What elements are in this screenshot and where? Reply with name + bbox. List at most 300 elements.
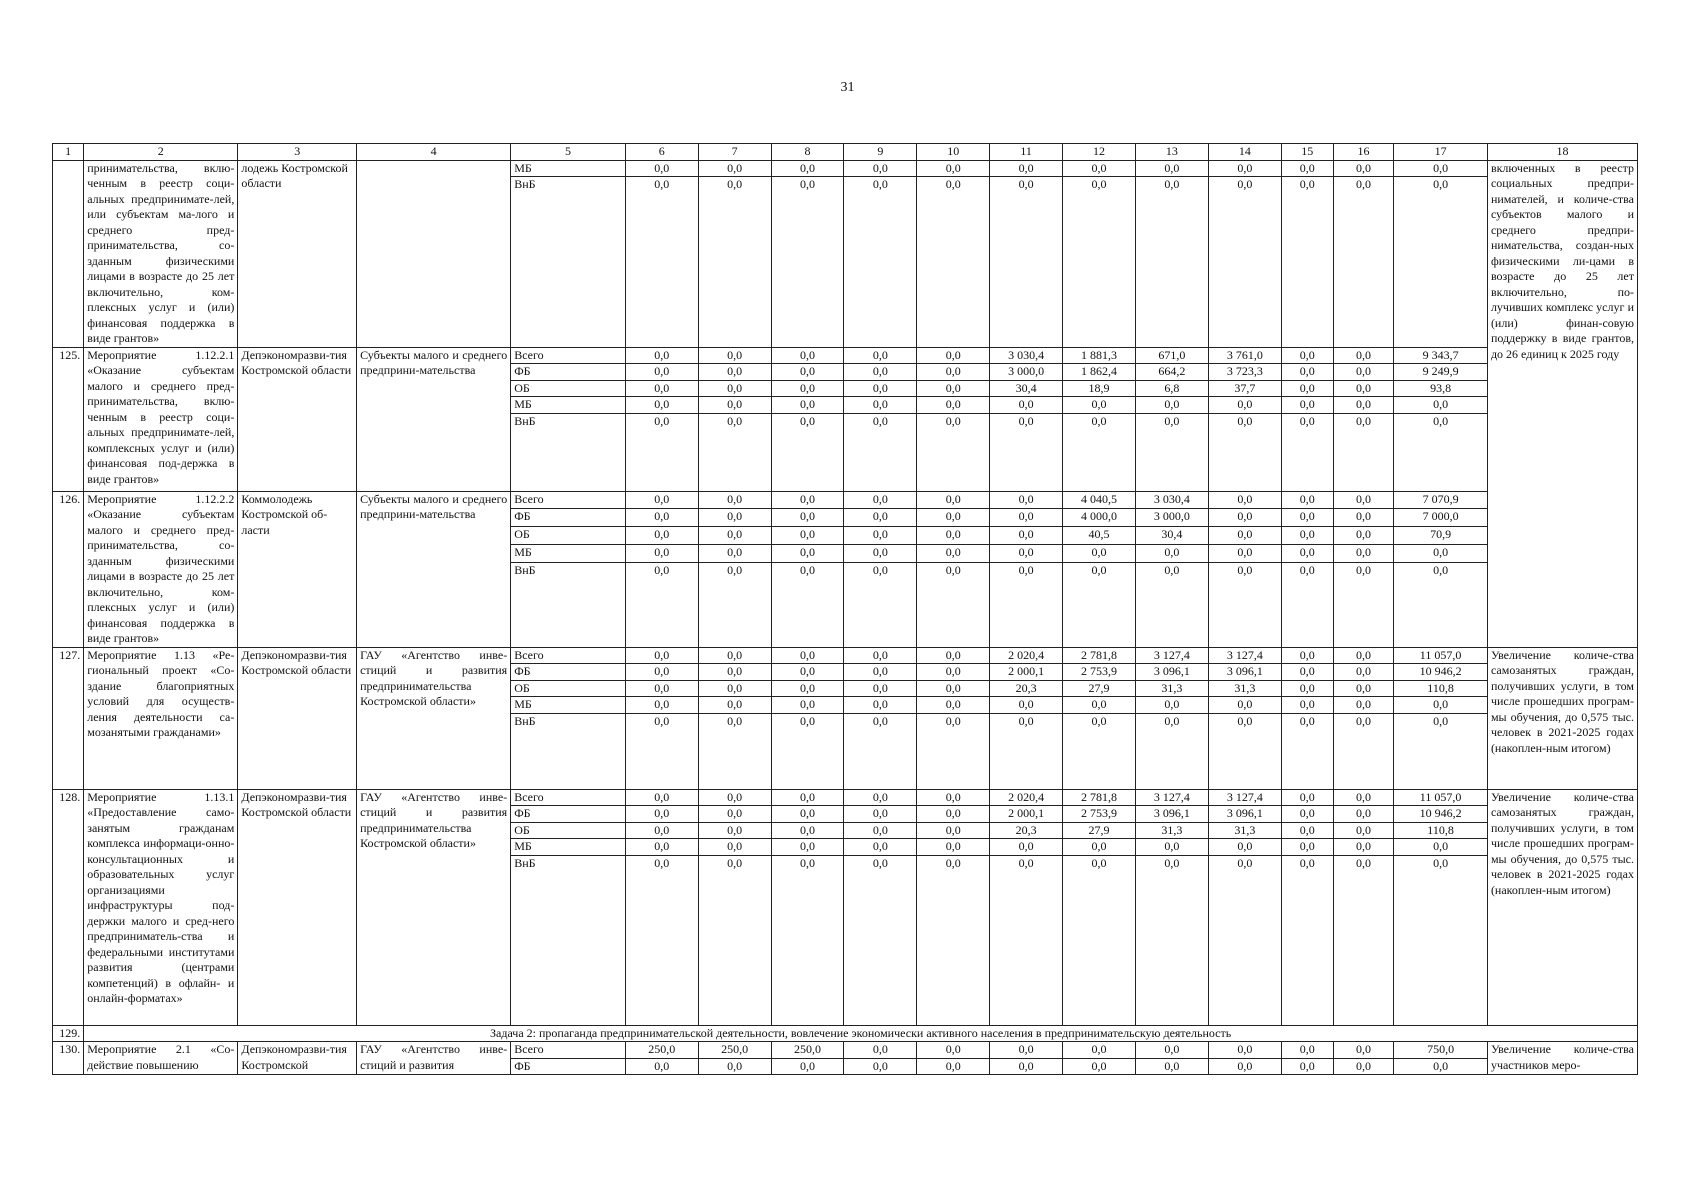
value-cell: 0,0 xyxy=(1063,545,1136,563)
value-cell: 0,0 xyxy=(917,697,990,714)
value-cell: 0,0 xyxy=(1208,855,1281,1025)
source-cell: МБ xyxy=(511,697,626,714)
value-cell: 7 000,0 xyxy=(1394,509,1488,527)
value-cell: 0,0 xyxy=(990,397,1063,414)
value-cell: 0,0 xyxy=(844,160,917,177)
value-cell: 0,0 xyxy=(1281,822,1333,839)
measure-name-cell: Мероприятие 1.12.2.1 «Оказание субъектам малого и среднего пред-принимательства, вклю-ченным в реестр соци-альных предпринимате-лей, комплексных услуг и (или) финансовая под-держка в виде грантов» xyxy=(84,347,238,491)
value-cell: 0,0 xyxy=(698,697,771,714)
value-cell: 0,0 xyxy=(1281,364,1333,381)
value-cell: 0,0 xyxy=(771,822,844,839)
value-cell: 0,0 xyxy=(917,839,990,856)
column-header: 16 xyxy=(1333,144,1393,161)
value-cell: 0,0 xyxy=(844,647,917,664)
value-cell: 2 753,9 xyxy=(1063,806,1136,823)
value-cell: 0,0 xyxy=(1281,380,1333,397)
value-cell: 0,0 xyxy=(917,413,990,491)
value-cell: 0,0 xyxy=(1394,855,1488,1025)
column-header: 3 xyxy=(238,144,357,161)
row-number-cell: 126. xyxy=(53,491,84,647)
value-cell: 0,0 xyxy=(844,527,917,545)
value-cell: 0,0 xyxy=(698,380,771,397)
value-cell: 0,0 xyxy=(1281,806,1333,823)
value-cell: 0,0 xyxy=(1394,177,1488,347)
value-cell: 0,0 xyxy=(1394,545,1488,563)
row-number-cell: 128. xyxy=(53,789,84,1025)
value-cell: 0,0 xyxy=(1333,364,1393,381)
value-cell: 3 127,4 xyxy=(1208,789,1281,806)
value-cell: 0,0 xyxy=(1135,1058,1208,1075)
value-cell: 0,0 xyxy=(844,347,917,364)
value-cell: 0,0 xyxy=(844,545,917,563)
value-cell: 0,0 xyxy=(1208,1042,1281,1059)
value-cell: 0,0 xyxy=(844,563,917,648)
value-cell: 0,0 xyxy=(1281,563,1333,648)
responsible-cell: Депэкономразви-тия Костромской области xyxy=(238,789,357,1025)
value-cell: 0,0 xyxy=(698,789,771,806)
value-cell: 0,0 xyxy=(844,1058,917,1075)
value-cell: 93,8 xyxy=(1394,380,1488,397)
value-cell: 0,0 xyxy=(1281,1042,1333,1059)
value-cell: 110,8 xyxy=(1394,680,1488,697)
value-cell: 0,0 xyxy=(771,545,844,563)
responsible-cell: Депэкономразви-тия Костромской xyxy=(238,1042,357,1075)
source-cell: ВнБ xyxy=(511,713,626,789)
value-cell: 0,0 xyxy=(625,527,698,545)
value-cell: 0,0 xyxy=(1135,713,1208,789)
value-cell: 3 096,1 xyxy=(1208,664,1281,681)
value-cell: 0,0 xyxy=(1333,806,1393,823)
value-cell: 31,3 xyxy=(1208,822,1281,839)
responsible-cell: Депэкономразви-тия Костромской области xyxy=(238,347,357,491)
value-cell: 664,2 xyxy=(1135,364,1208,381)
value-cell: 3 723,3 xyxy=(1208,364,1281,381)
value-cell: 0,0 xyxy=(1394,1058,1488,1075)
value-cell: 0,0 xyxy=(698,545,771,563)
value-cell: 0,0 xyxy=(1333,563,1393,648)
column-header: 1 xyxy=(53,144,84,161)
value-cell: 0,0 xyxy=(698,713,771,789)
value-cell: 0,0 xyxy=(990,413,1063,491)
row-number-cell: 130. xyxy=(53,1042,84,1075)
value-cell: 0,0 xyxy=(698,839,771,856)
value-cell: 0,0 xyxy=(1394,697,1488,714)
responsible-cell: лодежь Костромской области xyxy=(238,160,357,347)
source-cell: МБ xyxy=(511,839,626,856)
value-cell: 0,0 xyxy=(917,855,990,1025)
column-header: 18 xyxy=(1487,144,1637,161)
value-cell: 0,0 xyxy=(1208,839,1281,856)
value-cell: 0,0 xyxy=(771,563,844,648)
value-cell: 3 761,0 xyxy=(1208,347,1281,364)
source-cell: ВнБ xyxy=(511,563,626,648)
value-cell: 0,0 xyxy=(1333,839,1393,856)
value-cell: 30,4 xyxy=(990,380,1063,397)
value-cell: 0,0 xyxy=(990,697,1063,714)
value-cell: 0,0 xyxy=(844,364,917,381)
value-cell: 0,0 xyxy=(917,509,990,527)
value-cell: 0,0 xyxy=(1333,647,1393,664)
value-cell: 0,0 xyxy=(1063,697,1136,714)
value-cell: 0,0 xyxy=(844,806,917,823)
value-cell: 0,0 xyxy=(1333,664,1393,681)
value-cell: 0,0 xyxy=(917,563,990,648)
value-cell: 0,0 xyxy=(990,713,1063,789)
value-cell: 0,0 xyxy=(1281,680,1333,697)
task-row xyxy=(53,1025,1638,1042)
value-cell: 0,0 xyxy=(1135,397,1208,414)
value-cell: 0,0 xyxy=(1063,713,1136,789)
value-cell: 2 781,8 xyxy=(1063,789,1136,806)
value-cell: 0,0 xyxy=(1208,713,1281,789)
page-number: 31 xyxy=(840,80,855,95)
value-cell: 0,0 xyxy=(990,545,1063,563)
value-cell: 0,0 xyxy=(917,664,990,681)
value-cell: 0,0 xyxy=(625,855,698,1025)
value-cell: 0,0 xyxy=(844,380,917,397)
value-cell: 0,0 xyxy=(1063,177,1136,347)
value-cell: 0,0 xyxy=(771,680,844,697)
row-number-cell: 125. xyxy=(53,347,84,491)
source-cell: ФБ xyxy=(511,806,626,823)
value-cell: 0,0 xyxy=(1281,1058,1333,1075)
value-cell: 0,0 xyxy=(771,364,844,381)
value-cell: 0,0 xyxy=(698,855,771,1025)
value-cell: 0,0 xyxy=(1394,713,1488,789)
value-cell: 0,0 xyxy=(771,160,844,177)
value-cell: 250,0 xyxy=(771,1042,844,1059)
participants-cell: Субъекты малого и среднего предприни-мательства xyxy=(357,491,511,647)
value-cell: 0,0 xyxy=(844,397,917,414)
value-cell: 0,0 xyxy=(917,491,990,509)
value-cell: 250,0 xyxy=(625,1042,698,1059)
value-cell: 3 127,4 xyxy=(1135,789,1208,806)
value-cell: 0,0 xyxy=(917,364,990,381)
value-cell: 2 020,4 xyxy=(990,647,1063,664)
value-cell: 0,0 xyxy=(1063,397,1136,414)
source-cell: МБ xyxy=(511,160,626,177)
value-cell: 0,0 xyxy=(844,491,917,509)
value-cell: 0,0 xyxy=(844,713,917,789)
value-cell: 40,5 xyxy=(1063,527,1136,545)
value-cell: 0,0 xyxy=(990,1058,1063,1075)
value-cell: 0,0 xyxy=(1333,177,1393,347)
value-cell: 10 946,2 xyxy=(1394,664,1488,681)
value-cell: 0,0 xyxy=(990,839,1063,856)
value-cell: 0,0 xyxy=(771,789,844,806)
value-cell: 0,0 xyxy=(1333,713,1393,789)
value-cell: 4 000,0 xyxy=(1063,509,1136,527)
column-header: 9 xyxy=(844,144,917,161)
value-cell: 0,0 xyxy=(1333,509,1393,527)
measure-name-cell: Мероприятие 1.12.2.2 «Оказание субъектам малого и среднего пред-принимательства, со-зданным физическими лицами в возрасте до 25 лет включительно, ком-плексных услуг и (или) финансовая поддержка в виде грантов» xyxy=(84,491,238,647)
value-cell: 0,0 xyxy=(771,177,844,347)
value-cell: 0,0 xyxy=(625,647,698,664)
value-cell: 3 096,1 xyxy=(1135,664,1208,681)
value-cell: 2 000,1 xyxy=(990,806,1063,823)
value-cell: 0,0 xyxy=(771,855,844,1025)
value-cell: 0,0 xyxy=(917,822,990,839)
column-header: 12 xyxy=(1063,144,1136,161)
column-header: 4 xyxy=(357,144,511,161)
value-cell: 0,0 xyxy=(917,647,990,664)
source-cell: Всего xyxy=(511,347,626,364)
value-cell: 0,0 xyxy=(771,647,844,664)
value-cell: 3 127,4 xyxy=(1208,647,1281,664)
value-cell: 0,0 xyxy=(1063,1058,1136,1075)
value-cell: 0,0 xyxy=(1333,1058,1393,1075)
value-cell: 0,0 xyxy=(844,855,917,1025)
row-number-cell xyxy=(53,160,84,347)
value-cell: 0,0 xyxy=(698,680,771,697)
value-cell: 0,0 xyxy=(1063,563,1136,648)
value-cell: 0,0 xyxy=(698,527,771,545)
value-cell: 0,0 xyxy=(771,509,844,527)
value-cell: 0,0 xyxy=(625,822,698,839)
task-heading-cell: Задача 2: пропаганда предпринимательской деятельности, вовлечение экономически активного населения в предпринимательскую деятельность xyxy=(84,1025,1638,1042)
value-cell: 0,0 xyxy=(917,680,990,697)
source-cell: МБ xyxy=(511,545,626,563)
value-cell: 0,0 xyxy=(698,664,771,681)
value-cell: 37,7 xyxy=(1208,380,1281,397)
value-cell: 0,0 xyxy=(1208,563,1281,648)
value-cell: 0,0 xyxy=(1063,413,1136,491)
value-cell: 0,0 xyxy=(1281,160,1333,177)
participants-cell: ГАУ «Агентство инве-стиций и развития xyxy=(357,1042,511,1075)
value-cell: 0,0 xyxy=(1333,413,1393,491)
value-cell: 0,0 xyxy=(1333,380,1393,397)
table-row xyxy=(53,160,1638,177)
measure-name-cell: принимательства, вклю-ченным в реестр соци-альных предпринимате-лей, или субъектам ма-лого и среднего пред-принимательства, со-зданным физическими лицами в возрасте до 25 лет включительно, ком-плексных услуг и (или) финансовая поддержка в виде грантов» xyxy=(84,160,238,347)
value-cell: 0,0 xyxy=(771,380,844,397)
value-cell: 0,0 xyxy=(1281,713,1333,789)
value-cell: 3 030,4 xyxy=(1135,491,1208,509)
source-cell: Всего xyxy=(511,491,626,509)
value-cell: 27,9 xyxy=(1063,822,1136,839)
source-cell: ФБ xyxy=(511,364,626,381)
value-cell: 0,0 xyxy=(990,563,1063,648)
value-cell: 2 753,9 xyxy=(1063,664,1136,681)
value-cell: 0,0 xyxy=(771,397,844,414)
source-cell: ВнБ xyxy=(511,855,626,1025)
value-cell: 0,0 xyxy=(917,1042,990,1059)
value-cell: 0,0 xyxy=(1135,855,1208,1025)
value-cell: 0,0 xyxy=(771,347,844,364)
value-cell: 0,0 xyxy=(1394,563,1488,648)
value-cell: 0,0 xyxy=(1208,177,1281,347)
table-row xyxy=(53,789,1638,806)
value-cell: 0,0 xyxy=(625,397,698,414)
value-cell: 0,0 xyxy=(1208,160,1281,177)
value-cell: 0,0 xyxy=(1281,491,1333,509)
value-cell: 0,0 xyxy=(844,680,917,697)
value-cell: 0,0 xyxy=(1281,647,1333,664)
value-cell: 0,0 xyxy=(771,839,844,856)
value-cell: 0,0 xyxy=(1281,789,1333,806)
value-cell: 0,0 xyxy=(625,664,698,681)
value-cell: 0,0 xyxy=(917,1058,990,1075)
value-cell: 6,8 xyxy=(1135,380,1208,397)
value-cell: 0,0 xyxy=(1208,545,1281,563)
value-cell: 0,0 xyxy=(1333,527,1393,545)
value-cell: 0,0 xyxy=(625,839,698,856)
value-cell: 0,0 xyxy=(698,364,771,381)
value-cell: 0,0 xyxy=(1394,397,1488,414)
measure-name-cell: Мероприятие 1.13 «Ре-гиональный проект «Со-здание благоприятных условий для осуществ-ления деятельности са-мозанятыми гражданами» xyxy=(84,647,238,789)
value-cell: 4 040,5 xyxy=(1063,491,1136,509)
value-cell: 0,0 xyxy=(1281,545,1333,563)
value-cell: 0,0 xyxy=(917,380,990,397)
result-cell: Увеличение количе-ства участников меро- xyxy=(1487,1042,1637,1075)
value-cell: 0,0 xyxy=(771,491,844,509)
value-cell: 0,0 xyxy=(698,491,771,509)
value-cell: 0,0 xyxy=(1208,697,1281,714)
table-row xyxy=(53,347,1638,364)
value-cell: 0,0 xyxy=(698,563,771,648)
value-cell: 0,0 xyxy=(1208,397,1281,414)
value-cell: 0,0 xyxy=(1394,413,1488,491)
column-header: 14 xyxy=(1208,144,1281,161)
value-cell: 0,0 xyxy=(698,347,771,364)
value-cell: 3 030,4 xyxy=(990,347,1063,364)
value-cell: 3 000,0 xyxy=(1135,509,1208,527)
value-cell: 31,3 xyxy=(1135,680,1208,697)
value-cell: 0,0 xyxy=(771,413,844,491)
value-cell: 1 881,3 xyxy=(1063,347,1136,364)
value-cell: 0,0 xyxy=(625,545,698,563)
value-cell: 0,0 xyxy=(844,789,917,806)
value-cell: 0,0 xyxy=(1135,839,1208,856)
source-cell: ОБ xyxy=(511,380,626,397)
value-cell: 0,0 xyxy=(1333,789,1393,806)
value-cell: 0,0 xyxy=(917,545,990,563)
value-cell: 0,0 xyxy=(625,563,698,648)
value-cell: 0,0 xyxy=(844,1042,917,1059)
value-cell: 0,0 xyxy=(625,160,698,177)
value-cell: 0,0 xyxy=(844,413,917,491)
value-cell: 18,9 xyxy=(1063,380,1136,397)
value-cell: 0,0 xyxy=(625,789,698,806)
value-cell: 0,0 xyxy=(625,380,698,397)
value-cell: 0,0 xyxy=(1208,413,1281,491)
value-cell: 0,0 xyxy=(1333,1042,1393,1059)
value-cell: 0,0 xyxy=(844,839,917,856)
column-header: 2 xyxy=(84,144,238,161)
value-cell: 27,9 xyxy=(1063,680,1136,697)
value-cell: 0,0 xyxy=(844,664,917,681)
source-cell: ОБ xyxy=(511,527,626,545)
value-cell: 0,0 xyxy=(771,664,844,681)
value-cell: 0,0 xyxy=(1281,839,1333,856)
column-header: 17 xyxy=(1394,144,1488,161)
source-cell: Всего xyxy=(511,789,626,806)
value-cell: 0,0 xyxy=(1281,855,1333,1025)
value-cell: 0,0 xyxy=(625,364,698,381)
value-cell: 0,0 xyxy=(1333,855,1393,1025)
value-cell: 0,0 xyxy=(990,855,1063,1025)
value-cell: 0,0 xyxy=(1208,1058,1281,1075)
value-cell: 0,0 xyxy=(1333,822,1393,839)
value-cell: 20,3 xyxy=(990,680,1063,697)
row-number-cell: 129. xyxy=(53,1025,84,1042)
source-cell: Всего xyxy=(511,647,626,664)
result-cell: Увеличение количе-ства самозанятых граждан, получивших услуги, в том числе прошедших програм-мы обучения, до 0,575 тыс. человек в 2021-2025 годах (накоплен-ным итогом) xyxy=(1487,647,1637,789)
value-cell: 3 127,4 xyxy=(1135,647,1208,664)
value-cell: 0,0 xyxy=(1063,855,1136,1025)
value-cell: 0,0 xyxy=(990,1042,1063,1059)
value-cell: 0,0 xyxy=(1281,397,1333,414)
value-cell: 0,0 xyxy=(1394,160,1488,177)
measure-name-cell: Мероприятие 2.1 «Со-действие повышению xyxy=(84,1042,238,1075)
value-cell: 0,0 xyxy=(1281,177,1333,347)
value-cell: 0,0 xyxy=(698,413,771,491)
value-cell: 3 096,1 xyxy=(1208,806,1281,823)
value-cell: 0,0 xyxy=(1208,509,1281,527)
value-cell: 0,0 xyxy=(1208,491,1281,509)
value-cell: 0,0 xyxy=(1135,413,1208,491)
value-cell: 0,0 xyxy=(698,509,771,527)
value-cell: 2 781,8 xyxy=(1063,647,1136,664)
value-cell: 0,0 xyxy=(698,177,771,347)
column-header: 7 xyxy=(698,144,771,161)
table-row xyxy=(53,491,1638,509)
value-cell: 0,0 xyxy=(917,347,990,364)
value-cell: 0,0 xyxy=(771,713,844,789)
participants-cell: Субъекты малого и среднего предприни-мательства xyxy=(357,347,511,491)
value-cell: 0,0 xyxy=(625,680,698,697)
value-cell: 9 343,7 xyxy=(1394,347,1488,364)
value-cell: 0,0 xyxy=(1281,664,1333,681)
value-cell: 0,0 xyxy=(625,491,698,509)
value-cell: 0,0 xyxy=(698,397,771,414)
value-cell: 0,0 xyxy=(1135,545,1208,563)
value-cell: 1 862,4 xyxy=(1063,364,1136,381)
value-cell: 0,0 xyxy=(917,527,990,545)
value-cell: 750,0 xyxy=(1394,1042,1488,1059)
source-cell: ФБ xyxy=(511,664,626,681)
value-cell: 0,0 xyxy=(1333,347,1393,364)
value-cell: 0,0 xyxy=(1135,177,1208,347)
value-cell: 110,8 xyxy=(1394,822,1488,839)
value-cell: 0,0 xyxy=(771,1058,844,1075)
value-cell: 0,0 xyxy=(917,397,990,414)
value-cell: 0,0 xyxy=(1063,839,1136,856)
value-cell: 0,0 xyxy=(1394,839,1488,856)
value-cell: 0,0 xyxy=(844,822,917,839)
value-cell: 9 249,9 xyxy=(1394,364,1488,381)
value-cell: 0,0 xyxy=(1135,563,1208,648)
value-cell: 0,0 xyxy=(771,806,844,823)
measure-name-cell: Мероприятие 1.13.1 «Предоставление само-занятым гражданам комплекса информаци-онно-консультационных и образовательных услуг организациями инфраструктуры под-держки малого и сред-него предприниматель-ства и федеральными институтами развития (центрами компетенций) в офлайн- и онлайн-форматах» xyxy=(84,789,238,1025)
value-cell: 0,0 xyxy=(1281,527,1333,545)
program-table xyxy=(52,143,1638,1075)
value-cell: 0,0 xyxy=(625,509,698,527)
value-cell: 0,0 xyxy=(1208,527,1281,545)
value-cell: 0,0 xyxy=(698,647,771,664)
source-cell: ФБ xyxy=(511,1058,626,1075)
value-cell: 0,0 xyxy=(844,697,917,714)
column-header: 13 xyxy=(1135,144,1208,161)
column-header: 11 xyxy=(990,144,1063,161)
value-cell: 0,0 xyxy=(990,527,1063,545)
column-header: 6 xyxy=(625,144,698,161)
value-cell: 0,0 xyxy=(625,697,698,714)
source-cell: ВнБ xyxy=(511,413,626,491)
value-cell: 0,0 xyxy=(625,713,698,789)
source-cell: ОБ xyxy=(511,680,626,697)
value-cell: 0,0 xyxy=(990,491,1063,509)
value-cell: 671,0 xyxy=(1135,347,1208,364)
